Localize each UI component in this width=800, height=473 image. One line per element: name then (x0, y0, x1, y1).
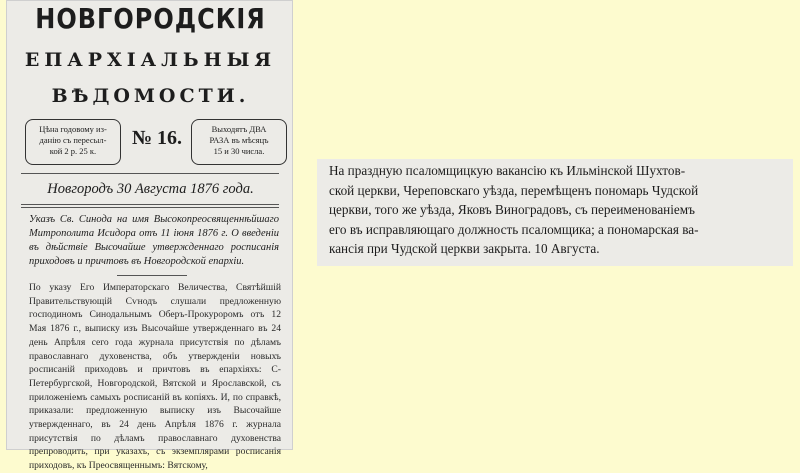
price-box: Цѣна годовому из- данію съ пересыл- кой 2 р. 25 к. (25, 119, 121, 165)
masthead-title: НОВГОРОДСКІЯ (35, 2, 266, 36)
newspaper-page-scan (6, 0, 293, 472)
divider (21, 207, 279, 208)
masthead-subtitle: ЕПАРХІАЛЬНЫЯ (24, 49, 277, 71)
newspaper-clipping: На праздную псаломщицкую вакансію къ Ильмінской Шухтов- ской церкви, Череповскаго уѣзда, перемѣщенъ пономарь Чудской церкви, того же уѣзда, Яковъ Виноградовъ, съ переименованіемъ его въ исправляющаго должность псаломщика; а пономарская ва- кансія при Чудской церкви закрыта. 10 Августа. (317, 159, 793, 266)
decree-heading: Указъ Св. Синода на имя Высокопреосвященнѣйшаго Митрополита Исидора отъ 11 іюня 1876 г. О введеніи въ дѣйствіе Высочайше утвержденнаго росписанія приходовъ и причтовъ въ Новгородской епархіи. (29, 214, 279, 267)
frequency-box: Выходятъ ДВА РАЗА въ мѣсяцъ 15 и 30 числа. (191, 119, 287, 165)
masthead-subtitle-2: ВѢДОМОСТИ. (51, 85, 250, 107)
divider (21, 173, 279, 174)
article-body: По указу Его Императорскаго Величества, Святѣйшій Правительствующій Сѵнодъ слушали предложенную господиномъ Синодальнымъ Оберъ-Прокуроромъ отъ 12 Мая 1876 г., выписку изъ Высочайше утвержденнаго въ 24 день Апрѣля сего года журнала присутствія по дѣламъ православнаго духовенства, объ утвержденіи новыхъ росписаній приходовъ и причтовъ въ епархіяхъ: С-Петербургской, Новгородской, Вятской и Ярославской, съ приложеніемъ самыхъ росписаній въ копіяхъ. И, по справкѣ, приказали: предложенную выписку изъ Высочайше утвержденнаго, въ 24 день Апрѣля 1876 г. журнала присутствія по дѣламъ православнаго духовенства препроводить, при указахъ, съ экземплярами росписанія приходовъ, къ Преосвященнымъ: Вятскому, (29, 282, 281, 472)
divider (117, 275, 187, 276)
issue-number: № 16. (131, 127, 183, 149)
dateline: Новгородъ 30 Августа 1876 года. (47, 181, 254, 197)
divider (21, 204, 279, 205)
